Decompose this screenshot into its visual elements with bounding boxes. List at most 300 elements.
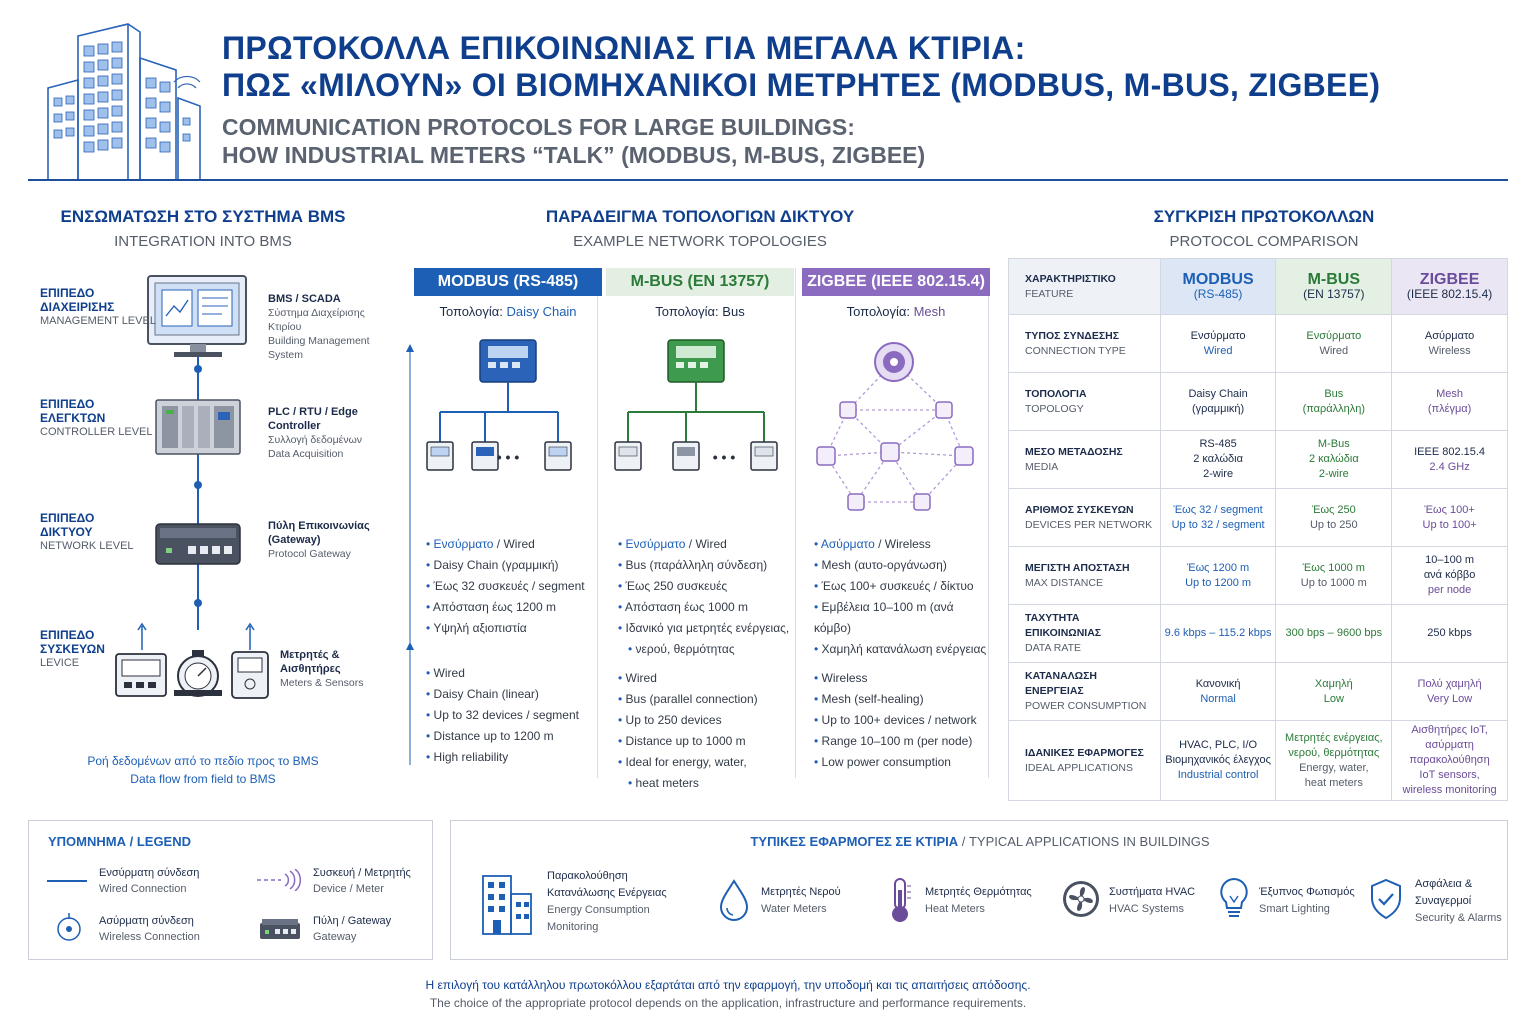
cell-line: 2.4 GHz — [1429, 460, 1470, 473]
header-mbus-sub: (EN 13757) — [1303, 286, 1365, 301]
cell-mbus — [1276, 489, 1392, 547]
row-feature-gr: ΚΑΤΑΝΑΛΩΣΗ ΕΝΕΡΓΕΙΑΣ — [1025, 670, 1097, 697]
cell-zig — [1392, 547, 1508, 605]
cell-line: RS-485 — [1199, 438, 1237, 450]
app-heat-l3: Heat Meters — [925, 903, 985, 915]
row-feature-en: MEDIA — [1025, 460, 1059, 473]
cell-mod — [1160, 547, 1276, 605]
cell-mod — [1160, 489, 1276, 547]
applications-title — [451, 834, 1509, 849]
row-feature-gr: ΤΥΠΟΣ ΣΥΝΔΕΣΗΣ — [1025, 329, 1120, 342]
modbus-features-english — [426, 663, 579, 768]
cell-line: Έως 100+ — [1424, 503, 1475, 516]
row-feature-en: TOPOLOGY — [1025, 402, 1084, 415]
cell-line: νερού, θερμότητας — [1288, 746, 1380, 759]
mbus-feature-gr-1 — [618, 534, 789, 555]
level-device-label-2: ΣΥΣΚΕΥΩΝ — [40, 642, 105, 656]
row-feature-en: MAX DISTANCE — [1025, 576, 1103, 589]
cell-line: Ασύρματο — [1424, 329, 1475, 342]
comparison-title-english: PROTOCOL COMPARISON — [1169, 233, 1359, 250]
app-energy-l4: Monitoring — [547, 921, 599, 933]
legend-wired-en: Wired Connection — [99, 883, 187, 895]
cell-line: Wired — [1319, 344, 1349, 357]
cell-line: (παράλληλη) — [1302, 402, 1366, 415]
cell-mod — [1160, 605, 1276, 663]
cell-line: Normal — [1200, 692, 1236, 705]
app-energy-l1: Παρακολούθηση — [547, 870, 628, 882]
cell-line: Up to 100+ — [1422, 518, 1477, 531]
mbus-ellipsis: • • • — [712, 449, 736, 465]
network-topologies-section — [410, 200, 990, 800]
title-greek-line-1: ΠΡΩΤΟΚΟΛΛΑ ΕΠΙΚΟΙΝΩΝΙΑΣ ΓΙΑ ΜΕΓΑΛΑ ΚΤΙΡΙΑ: — [222, 30, 1026, 66]
gateway-device-icon — [156, 524, 240, 564]
cell-line: wireless monitoring — [1402, 784, 1497, 796]
mbus-feature-en-2: • Bus (parallel connection) — [618, 689, 758, 710]
cell-line: Mesh — [1436, 387, 1464, 400]
header-modbus-name: MODBUS — [1182, 270, 1254, 288]
table-row — [1009, 547, 1508, 605]
device-meters-desc-en: Meters & Sensors — [280, 677, 364, 689]
cell-line: heat meters — [1304, 776, 1363, 789]
level-network-label-en: NETWORK LEVEL — [40, 540, 134, 552]
cell-line: Έως 32 / segment — [1173, 503, 1263, 516]
row-feature-gr: ΤΑΧΥΤΗΤΑ ΕΠΙΚΟΙΝΩΝΙΑΣ — [1025, 612, 1102, 639]
cell-line: Μετρητές ενέργειας, — [1285, 731, 1383, 744]
level-network — [40, 511, 134, 553]
modbus-feature-gr-4: • Απόσταση έως 1200 m — [426, 597, 585, 618]
legend-box — [28, 820, 433, 960]
cell-line: Up to 1200 m — [1185, 576, 1252, 589]
cell-line: Daisy Chain — [1188, 387, 1248, 400]
row-feature-en: DATA RATE — [1025, 642, 1082, 654]
cell-line: Πολύ χαμηλή — [1417, 677, 1482, 690]
zigbee-mesh-diagram — [802, 334, 990, 524]
modbus-topology-prefix: Τοπολογία: — [439, 304, 503, 319]
topologies-title-greek: ΠΑΡΑΔΕΙΓΜΑ ΤΟΠΟΛΟΓΙΩΝ ΔΙΚΤΥΟΥ — [545, 207, 855, 226]
level-device-label-1: ΕΠΙΠΕΔΟ — [40, 628, 95, 642]
cell-line: per node — [1427, 584, 1472, 596]
mbus-feature-gr-5: • Ιδανικό για μετρητές ενέργειας, — [618, 618, 789, 639]
cell-line: Κανονική — [1195, 677, 1241, 690]
device-plc — [268, 405, 398, 461]
cell-line: Up to 1000 m — [1300, 576, 1367, 589]
device-signal-icon — [257, 869, 305, 891]
comparison-table — [1008, 258, 1508, 801]
app-energy-text — [547, 868, 667, 936]
wireless-node-icon — [55, 911, 83, 943]
table-header-row — [1009, 259, 1508, 315]
legend-wireless — [99, 913, 200, 945]
fan-icon — [1061, 879, 1101, 919]
water-drop-icon — [717, 878, 751, 922]
table-row — [1009, 315, 1508, 373]
device-gateway — [268, 519, 370, 561]
legend-wireless-gr: Ασύρματη σύνδεση — [99, 915, 194, 927]
device-gateway-desc-en: Protocol Gateway — [268, 548, 351, 560]
app-energy-l2: Κατανάλωσης Ενέργειας — [547, 887, 667, 899]
header-feature — [1009, 259, 1161, 315]
zigbee-feature-gr-1-suffix: / Wireless — [874, 537, 931, 551]
device-meters — [280, 648, 398, 690]
table-row — [1009, 373, 1508, 431]
level-controller-label-2: ΕΛΕΓΚΤΩΝ — [40, 411, 106, 425]
modbus-feature-gr-1-text: Ενσύρματο — [433, 537, 494, 551]
cell-mod — [1160, 315, 1276, 373]
legend-gateway — [313, 913, 391, 945]
row-feature — [1009, 663, 1161, 721]
zigbee-feature-en-4: • Range 10–100 m (per node) — [814, 731, 977, 752]
header-modbus-sub: (RS-485) — [1193, 286, 1243, 301]
modbus-header: MODBUS (RS-485) — [414, 268, 602, 296]
buildings-icon — [28, 18, 208, 182]
device-bms-desc-en: Building Management System — [268, 335, 370, 361]
modbus-feature-en-5: • High reliability — [426, 747, 579, 768]
mbus-feature-gr-3: • Έως 250 συσκευές — [618, 576, 789, 597]
cell-zig — [1392, 489, 1508, 547]
title-english — [222, 113, 925, 169]
app-hvac-l3: HVAC Systems — [1109, 903, 1184, 915]
zigbee-feature-gr-2: • Mesh (αυτο-οργάνωση) — [814, 555, 990, 576]
row-feature-gr: ΤΟΠΟΛΟΓΙΑ — [1025, 387, 1087, 400]
cell-line: Very Low — [1426, 692, 1473, 705]
cell-line: Industrial control — [1177, 769, 1259, 781]
zigbee-features-greek — [814, 534, 990, 660]
typical-applications-section — [450, 820, 1508, 960]
cell-line: Έως 1200 m — [1186, 561, 1250, 574]
modbus-feature-gr-1-suffix: / Wired — [493, 537, 535, 551]
app-lighting-l3: Smart Lighting — [1259, 903, 1330, 915]
building-icon — [479, 866, 535, 938]
plc-controller-icon — [156, 400, 240, 454]
table-row — [1009, 605, 1508, 663]
cell-line: Έως 1000 m — [1302, 561, 1365, 574]
level-management-label-en: MANAGEMENT LEVEL — [40, 315, 156, 327]
legend-device-gr: Συσκευή / Μετρητής — [313, 867, 411, 879]
title-greek-line-2: ΠΩΣ «ΜΙΛΟΥΝ» ΟΙ ΒΙΟΜΗΧΑΝΙΚΟΙ ΜΕΤΡΗΤΕΣ (MODBUS, M-BUS, ZIGBEE) — [222, 67, 1381, 103]
modbus-feature-en-3: • Up to 32 devices / segment — [426, 705, 579, 726]
row-feature-gr: ΜΕΓΙΣΤΗ ΑΠΟΣΤΑΣΗ — [1025, 561, 1130, 574]
app-lighting-text — [1259, 884, 1355, 918]
app-water-l3: Water Meters — [761, 903, 827, 915]
cell-line: Ενσύρματο — [1190, 329, 1246, 342]
header-modbus — [1160, 259, 1276, 315]
level-management — [40, 286, 156, 328]
shield-icon — [1369, 878, 1403, 920]
cell-zig — [1392, 315, 1508, 373]
zigbee-feature-gr-5: • Χαμηλή κατανάλωση ενέργειας — [814, 639, 990, 660]
cell-line: Έως 250 — [1311, 503, 1356, 516]
legend-device-en: Device / Meter — [313, 883, 384, 895]
cell-line: Wired — [1203, 344, 1233, 357]
device-bms-scada — [268, 292, 398, 362]
cell-mbus — [1276, 373, 1392, 431]
mbus-feature-en-4: • Distance up to 1000 m — [618, 731, 758, 752]
app-hvac — [1061, 866, 1211, 946]
row-feature-en: POWER CONSUMPTION — [1025, 700, 1147, 712]
cell-line: IoT sensors, — [1419, 769, 1480, 781]
bms-integration-section — [28, 200, 398, 800]
modbus-feature-en-2: • Daisy Chain (linear) — [426, 684, 579, 705]
footer — [0, 976, 1456, 1012]
device-bms-desc-gr: Σύστημα Διαχείρισης Κτιρίου — [268, 307, 365, 333]
mbus-feature-gr-5-cont: • νερού, θερμότητας — [618, 639, 789, 660]
zigbee-features-english — [814, 668, 977, 773]
device-plc-desc-en: Data Acquisition — [268, 448, 344, 460]
cell-mod — [1160, 431, 1276, 489]
cell-mbus — [1276, 721, 1392, 801]
header-divider — [28, 179, 1508, 181]
comparison-title-greek: ΣΥΓΚΡΙΣΗ ΠΡΩΤΟΚΟΛΛΩΝ — [1153, 207, 1375, 226]
header-zigbee — [1392, 259, 1508, 315]
cell-line: (γραμμική) — [1192, 402, 1245, 415]
modbus-feature-gr-3: • Έως 32 συσκευές / segment — [426, 576, 585, 597]
cell-line: Low — [1323, 692, 1344, 705]
modbus-feature-gr-1 — [426, 534, 585, 555]
cell-line: HVAC, PLC, I/O — [1179, 739, 1258, 751]
zigbee-feature-gr-3: • Έως 100+ συσκευές / δίκτυο — [814, 576, 990, 597]
mbus-feature-en-5: • Ideal for energy, water, — [618, 752, 758, 773]
level-network-label-2: ΔΙΚΤΥΟΥ — [40, 525, 93, 539]
cell-line: IEEE 802.15.4 — [1414, 445, 1486, 458]
applications-title-en: / TYPICAL APPLICATIONS IN BUILDINGS — [958, 834, 1210, 849]
level-management-label-1: ΕΠΙΠΕΔΟ — [40, 286, 95, 300]
device-bms-name: BMS / SCADA — [268, 293, 341, 305]
mbus-features-greek — [618, 534, 789, 660]
data-flow-english: Data flow from field to BMS — [130, 772, 276, 786]
wired-line-icon — [47, 877, 89, 885]
bms-title-english: INTEGRATION INTO BMS — [114, 233, 292, 250]
scada-monitor-icon — [148, 276, 246, 357]
app-heat-meters — [885, 866, 1055, 946]
device-plc-desc-gr: Συλλογή δεδομένων — [268, 434, 363, 446]
topology-mbus — [606, 268, 794, 790]
mbus-feature-en-3: • Up to 250 devices — [618, 710, 758, 731]
row-feature — [1009, 605, 1161, 663]
app-hvac-text — [1109, 884, 1195, 918]
meters-sensors-row — [108, 620, 278, 706]
zigbee-feature-en-1: • Wireless — [814, 668, 977, 689]
cell-line: 2 καλώδια — [1308, 453, 1359, 465]
mbus-header: M-BUS (EN 13757) — [606, 268, 794, 296]
cell-zig — [1392, 663, 1508, 721]
header-zigbee-sub: (IEEE 802.15.4) — [1406, 286, 1493, 301]
topologies-title-english: EXAMPLE NETWORK TOPOLOGIES — [573, 233, 827, 250]
light-bulb-icon — [1217, 876, 1251, 922]
footer-greek: Η επιλογή του κατάλληλου πρωτοκόλλου εξαρτάται από την εφαρμογή, την υποδομή και τις απαιτήσεις απόδοσης. — [425, 978, 1031, 992]
cell-line: 2 καλώδια — [1193, 453, 1243, 465]
topology-divider-2 — [795, 268, 796, 778]
mbus-topology-value: Bus — [722, 304, 745, 319]
title-english-line-1: COMMUNICATION PROTOCOLS FOR LARGE BUILDINGS: — [222, 114, 855, 140]
modbus-feature-en-4: • Distance up to 1200 m — [426, 726, 579, 747]
topology-zigbee — [802, 268, 990, 778]
cell-zig — [1392, 373, 1508, 431]
row-feature-gr: ΙΔΑΝΙΚΕΣ ΕΦΑΡΜΟΓΕΣ — [1025, 746, 1144, 759]
device-plc-name: PLC / RTU / Edge Controller — [268, 406, 358, 432]
row-feature — [1009, 315, 1161, 373]
app-smart-lighting — [1217, 866, 1367, 946]
cell-mod — [1160, 721, 1276, 801]
cell-zig — [1392, 605, 1508, 663]
modbus-features-greek — [426, 534, 585, 639]
app-water-meters — [717, 866, 877, 946]
legend-gateway-en: Gateway — [313, 931, 357, 943]
table-row — [1009, 489, 1508, 547]
zigbee-topology-prefix: Τοπολογία: — [846, 304, 910, 319]
app-security-l3: Security & Alarms — [1415, 912, 1502, 924]
applications-title-gr: ΤΥΠΙΚΕΣ ΕΦΑΡΜΟΓΕΣ ΣΕ ΚΤΙΡΙΑ — [750, 834, 959, 849]
bms-section-title — [28, 207, 378, 250]
thermometer-icon — [885, 876, 915, 924]
cell-zig — [1392, 431, 1508, 489]
table-row — [1009, 721, 1508, 801]
row-feature — [1009, 373, 1161, 431]
app-water-l1: Μετρητές Νερού — [761, 886, 841, 898]
cell-line: 2-wire — [1203, 468, 1234, 480]
app-security-alarms — [1369, 866, 1505, 946]
mbus-feature-gr-1-text: Ενσύρματο — [625, 537, 686, 551]
protocol-comparison-section — [1008, 200, 1508, 810]
row-feature — [1009, 721, 1161, 801]
cell-mbus — [1276, 431, 1392, 489]
app-heat-l1: Μετρητές Θερμότητας — [925, 886, 1032, 898]
cell-line: (πλέγμα) — [1427, 402, 1472, 415]
cell-line: Αισθητήρες IoT, — [1411, 724, 1488, 736]
cell-line: 250 kbps — [1427, 627, 1472, 639]
cell-line: 2-wire — [1318, 468, 1349, 480]
header-mbus-name: M-BUS — [1307, 270, 1361, 288]
legend-wireless-en: Wireless Connection — [99, 931, 200, 943]
header — [0, 0, 1536, 185]
cell-line: ασύρματη — [1425, 739, 1474, 751]
topology-modbus — [414, 268, 602, 778]
level-controller-label-en: CONTROLLER LEVEL — [40, 426, 153, 438]
level-device — [40, 628, 105, 670]
cell-line: 9.6 kbps – 115.2 kbps — [1164, 627, 1272, 639]
cell-mbus — [1276, 605, 1392, 663]
cell-line: Χαμηλή — [1314, 677, 1353, 690]
app-security-text — [1415, 876, 1502, 927]
legend-gateway-gr: Πύλη / Gateway — [313, 915, 392, 927]
zigbee-feature-gr-4: • Εμβέλεια 10–100 m (ανά κόμβο) — [814, 597, 990, 639]
zigbee-feature-en-2: • Mesh (self-healing) — [814, 689, 977, 710]
modbus-feature-gr-5: • Υψηλή αξιοπιστία — [426, 618, 585, 639]
modbus-topology-label — [414, 304, 602, 319]
sensor-icon — [232, 624, 268, 698]
table-row — [1009, 663, 1508, 721]
cell-line: Βιομηχανικός έλεγχος — [1165, 754, 1271, 766]
data-flow-caption — [68, 752, 338, 788]
level-network-label-1: ΕΠΙΠΕΔΟ — [40, 511, 95, 525]
title-greek — [222, 30, 1380, 104]
modbus-daisy-chain-diagram — [414, 334, 602, 484]
row-feature — [1009, 489, 1161, 547]
cell-line: 300 bps – 9600 bps — [1285, 627, 1383, 639]
level-controller-label-1: ΕΠΙΠΕΔΟ — [40, 397, 95, 411]
mbus-features-english — [618, 668, 758, 794]
cell-mod — [1160, 373, 1276, 431]
gateway-icon — [259, 917, 303, 941]
modbus-feature-en-1: • Wired — [426, 663, 579, 684]
mbus-feature-gr-4: • Απόσταση έως 1000 m — [618, 597, 789, 618]
zigbee-feature-en-3: • Up to 100+ devices / network — [814, 710, 977, 731]
app-heat-text — [925, 884, 1032, 918]
zigbee-feature-gr-1-text: Ασύρματο — [820, 537, 875, 551]
app-security-l1: Ασφάλεια & — [1415, 878, 1473, 890]
header-zigbee-name: ZIGBEE — [1419, 270, 1480, 288]
data-flow-greek: Ροή δεδομένων από το πεδίο προς το BMS — [87, 754, 319, 768]
legend-wired-gr: Ενσύρματη σύνδεση — [99, 867, 200, 879]
mbus-topology-prefix: Τοπολογία: — [655, 304, 719, 319]
mbus-feature-gr-2: • Bus (παράλληλη σύνδεση) — [618, 555, 789, 576]
mbus-feature-gr-1-suffix: / Wired — [685, 537, 727, 551]
legend-wired — [99, 865, 199, 897]
level-management-label-2: ΔΙΑΧΕΙΡΙΣΗΣ — [40, 300, 115, 314]
app-lighting-l1: Έξυπνος Φωτισμός — [1259, 886, 1355, 898]
cell-line: Up to 250 — [1309, 518, 1358, 531]
header-feature-en: FEATURE — [1025, 287, 1074, 300]
cell-line: Up to 32 / segment — [1171, 518, 1265, 531]
device-meters-name: Μετρητές & Αισθητήρες — [280, 649, 341, 675]
cell-line: ανά κόββο — [1423, 569, 1476, 581]
row-feature-gr: ΑΡΙΘΜΟΣ ΣΥΣΚΕΥΩΝ — [1025, 503, 1134, 516]
device-gateway-name-2: (Gateway) — [268, 534, 321, 546]
title-english-line-2: HOW INDUSTRIAL METERS “TALK” (MODBUS, M-BUS, ZIGBEE) — [222, 142, 926, 168]
header-mbus — [1276, 259, 1392, 315]
zigbee-topology-label — [802, 304, 990, 319]
cell-zig — [1392, 721, 1508, 801]
footer-english: The choice of the appropriate protocol depends on the application, infrastructure and performance requirements. — [429, 996, 1027, 1010]
mbus-bus-diagram — [606, 334, 794, 484]
bms-title-greek: ΕΝΣΩΜΑΤΩΣΗ ΣΤΟ ΣΥΣΤΗΜΑ BMS — [60, 207, 346, 226]
zigbee-header: ZIGBEE (IEEE 802.15.4) — [802, 268, 990, 296]
zigbee-topology-value: Mesh — [913, 304, 946, 319]
row-feature — [1009, 431, 1161, 489]
app-water-text — [761, 884, 841, 918]
modbus-feature-gr-2: • Daisy Chain (γραμμική) — [426, 555, 585, 576]
row-feature-gr: ΜΕΣΟ ΜΕΤΑΔΟΣΗΣ — [1025, 445, 1123, 458]
energy-meter-icon — [116, 624, 166, 696]
row-feature-en: DEVICES PER NETWORK — [1025, 518, 1153, 531]
cell-line: Wireless — [1428, 344, 1471, 357]
modbus-topology-value: Daisy Chain — [506, 304, 577, 319]
app-hvac-l1: Συστήματα HVAC — [1109, 886, 1196, 898]
row-feature-en: CONNECTION TYPE — [1025, 344, 1126, 357]
legend-device — [313, 865, 411, 897]
level-device-label-en: LEVICE — [40, 657, 80, 669]
header-feature-gr: ΧΑΡΑΚΤΗΡΙΣΤΙΚΟ — [1025, 272, 1116, 285]
cell-line: παρακολούθηση — [1409, 754, 1490, 766]
legend-title: ΥΠΟΜΝΗΜΑ / LEGEND — [48, 834, 191, 849]
zigbee-feature-en-5: • Low power consumption — [814, 752, 977, 773]
topologies-title — [410, 207, 990, 250]
cell-line: Energy, water, — [1299, 761, 1369, 774]
modbus-ellipsis: • • • — [496, 449, 520, 465]
mbus-topology-label — [606, 304, 794, 319]
cell-mod — [1160, 663, 1276, 721]
cell-mbus — [1276, 663, 1392, 721]
row-feature — [1009, 547, 1161, 605]
cell-line: Bus — [1324, 387, 1344, 400]
zigbee-feature-gr-1 — [814, 534, 990, 555]
device-gateway-name: Πύλη Επικοινωνίας — [268, 520, 370, 532]
level-controller — [40, 397, 152, 439]
mbus-feature-en-5-cont: • heat meters — [618, 773, 758, 794]
cell-line: 10–100 m — [1425, 554, 1475, 566]
cell-mbus — [1276, 547, 1392, 605]
cell-mbus — [1276, 315, 1392, 373]
flow-meter-icon — [174, 650, 222, 696]
